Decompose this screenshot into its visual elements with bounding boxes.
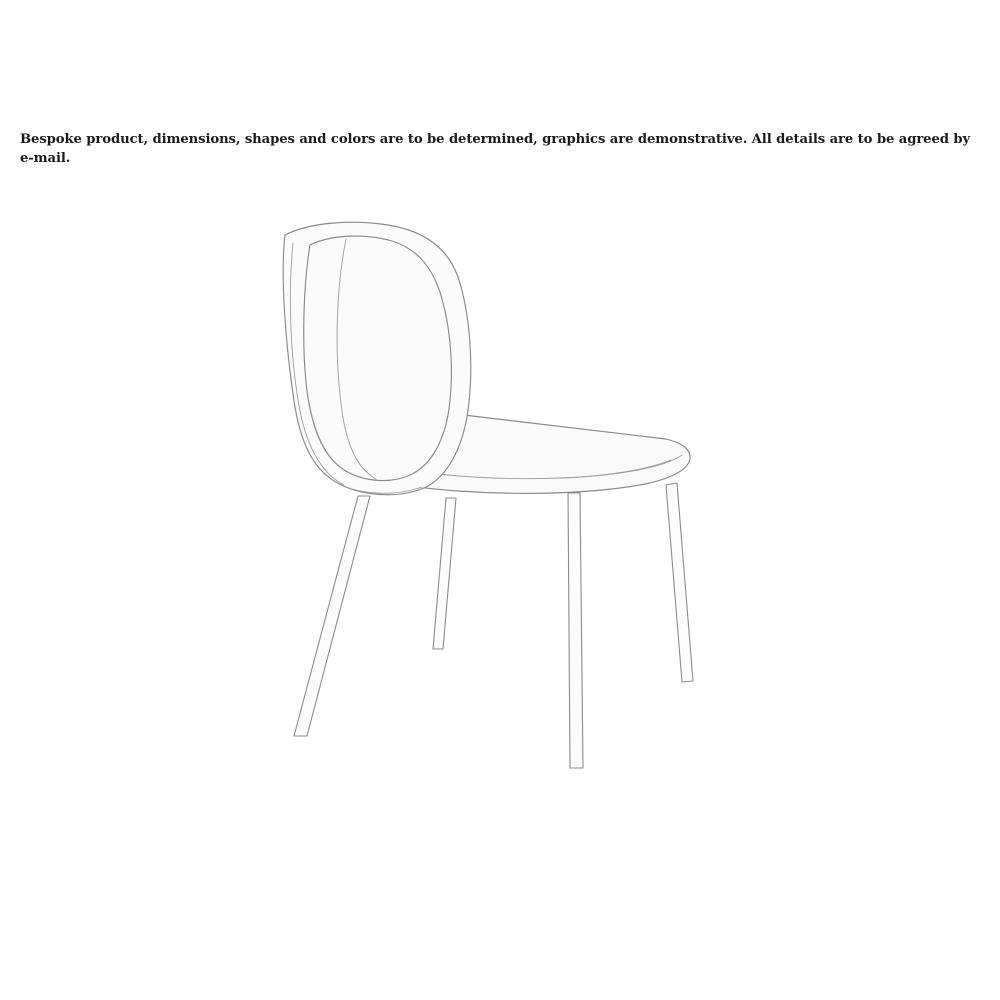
chair-line-drawing bbox=[230, 215, 770, 795]
leg-front-center bbox=[568, 493, 583, 768]
backrest-inner-panel bbox=[304, 236, 452, 480]
disclaimer-text: Bespoke product, dimensions, shapes and colors are to be determined, graphics are demonstrative. All details are to be agreed by e-mail. bbox=[20, 132, 971, 167]
leg-front-right bbox=[666, 483, 693, 682]
leg-rear-left bbox=[294, 496, 370, 736]
leg-rear-center bbox=[433, 498, 456, 649]
